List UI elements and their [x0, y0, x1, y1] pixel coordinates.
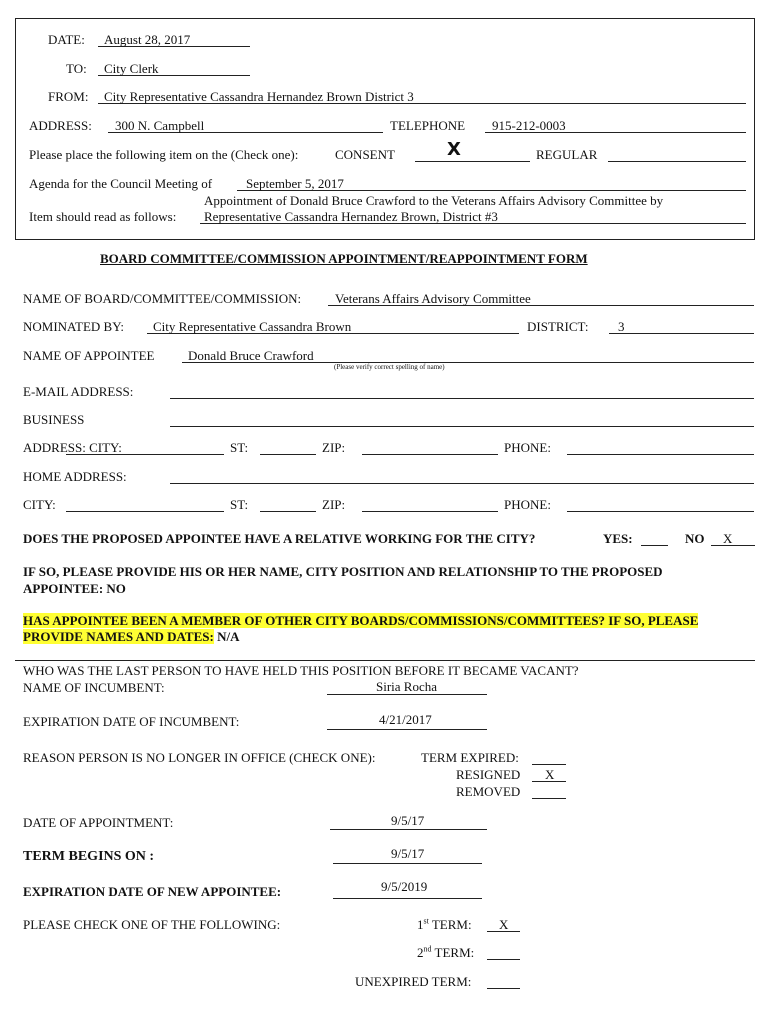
- business-zip-field[interactable]: [362, 454, 498, 455]
- business-city-field[interactable]: [66, 454, 224, 455]
- nominated-value: City Representative Cassandra Brown: [153, 319, 352, 334]
- consent-check-mark: X: [447, 139, 461, 160]
- first-term-label: 1st TERM:: [417, 916, 472, 932]
- district-field[interactable]: [609, 333, 754, 334]
- expiration-new-field[interactable]: [333, 898, 482, 899]
- second-term-field[interactable]: [487, 959, 520, 960]
- home-st-label: ST:: [230, 497, 249, 512]
- home-zip-label: ZIP:: [322, 497, 346, 512]
- expiration-new-label: EXPIRATION DATE OF NEW APPOINTEE:: [23, 884, 282, 899]
- expiration-incumbent-value: 4/21/2017: [379, 712, 432, 727]
- second-term-label: 2nd TERM:: [417, 944, 475, 960]
- telephone-value: 915-212-0003: [492, 118, 566, 133]
- removed-field[interactable]: [532, 798, 566, 799]
- business-zip-label: ZIP:: [322, 440, 346, 455]
- term-begins-value: 9/5/17: [391, 846, 425, 861]
- agenda-value: September 5, 2017: [246, 176, 344, 191]
- no-field[interactable]: [711, 545, 755, 546]
- expiration-incumbent-label: EXPIRATION DATE OF INCUMBENT:: [23, 714, 240, 729]
- home-zip-field[interactable]: [362, 511, 498, 512]
- no-label: NO: [685, 531, 705, 546]
- business-phone-field[interactable]: [567, 454, 754, 455]
- member-answer: N/A: [213, 629, 240, 644]
- date-appointment-field[interactable]: [330, 829, 487, 830]
- business-label: BUSINESS: [23, 412, 85, 427]
- relative-question: DOES THE PROPOSED APPOINTEE HAVE A RELATIVE WORKING FOR THE CITY?: [23, 531, 536, 546]
- date-label: DATE:: [48, 32, 85, 47]
- item-text-line-1: Appointment of Donald Bruce Crawford to the Veterans Affairs Advisory Committee by: [204, 193, 664, 208]
- incumbent-label: NAME OF INCUMBENT:: [23, 680, 165, 695]
- reason-label: REASON PERSON IS NO LONGER IN OFFICE (CHECK ONE):: [23, 750, 376, 765]
- expiration-incumbent-field[interactable]: [327, 729, 487, 730]
- consent-label: CONSENT: [335, 147, 395, 162]
- date-appointment-label: DATE OF APPOINTMENT:: [23, 815, 174, 830]
- yes-label: YES:: [603, 531, 633, 546]
- nominated-label: NOMINATED BY:: [23, 319, 124, 334]
- unexpired-term-field[interactable]: [487, 988, 520, 989]
- incumbent-value: Siria Rocha: [376, 679, 438, 694]
- place-item-label: Please place the following item on the (Check one):: [29, 147, 299, 162]
- home-city-field[interactable]: [66, 511, 224, 512]
- incumbent-field[interactable]: [327, 694, 487, 695]
- regular-field[interactable]: [608, 161, 746, 162]
- removed-label: REMOVED: [456, 784, 521, 799]
- ifso-line-1: IF SO, PLEASE PROVIDE HIS OR HER NAME, CITY POSITION AND RELATIONSHIP TO THE PROPOSED: [23, 564, 663, 579]
- district-label: DISTRICT:: [527, 319, 589, 334]
- yes-field[interactable]: [641, 545, 668, 546]
- address-label: ADDRESS:: [29, 118, 92, 133]
- term-expired-field[interactable]: [532, 764, 566, 765]
- email-field[interactable]: [170, 398, 754, 399]
- date-value: August 28, 2017: [104, 32, 191, 47]
- business-phone-label: PHONE:: [504, 440, 551, 455]
- email-label: E-MAIL ADDRESS:: [23, 384, 134, 399]
- to-value: City Clerk: [104, 61, 159, 76]
- district-value: 3: [618, 319, 625, 334]
- item-text-line-2: Representative Cassandra Hernandez Brown, District #3: [204, 209, 498, 224]
- resigned-check-mark: X: [545, 767, 555, 782]
- home-st-field[interactable]: [260, 511, 316, 512]
- home-address-label: HOME ADDRESS:: [23, 469, 127, 484]
- home-address-field[interactable]: [170, 483, 754, 484]
- expiration-new-value: 9/5/2019: [381, 879, 428, 894]
- home-city-label: CITY:: [23, 497, 56, 512]
- business-st-field[interactable]: [260, 454, 316, 455]
- section-divider: [15, 660, 755, 661]
- regular-label: REGULAR: [536, 147, 598, 162]
- from-label: FROM:: [48, 89, 89, 104]
- board-label: NAME OF BOARD/COMMITTEE/COMMISSION:: [23, 291, 302, 306]
- unexpired-term-label: UNEXPIRED TERM:: [355, 974, 472, 989]
- home-phone-field[interactable]: [567, 511, 754, 512]
- business-st-label: ST:: [230, 440, 249, 455]
- term-begins-field[interactable]: [333, 863, 482, 864]
- ifso-line-2: APPOINTEE: NO: [23, 581, 126, 596]
- member-question-line-2: PROVIDE NAMES AND DATES:: [23, 629, 214, 644]
- appointee-value: Donald Bruce Crawford: [188, 348, 314, 363]
- business-field[interactable]: [170, 426, 754, 427]
- resigned-label: RESIGNED: [456, 767, 521, 782]
- form-title: BOARD COMMITTEE/COMMISSION APPOINTMENT/REAPPOINTMENT FORM: [100, 251, 588, 266]
- check-one-label: PLEASE CHECK ONE OF THE FOLLOWING:: [23, 917, 281, 932]
- no-check-mark: X: [723, 531, 733, 546]
- spelling-note: (Please verify correct spelling of name): [334, 363, 445, 371]
- term-begins-label: TERM BEGINS ON :: [23, 849, 155, 864]
- to-label: TO:: [66, 61, 87, 76]
- business-city-label: ADDRESS: CITY:: [23, 440, 122, 455]
- term-expired-label: TERM EXPIRED:: [421, 750, 519, 765]
- address-value: 300 N. Campbell: [115, 118, 205, 133]
- last-person-question: WHO WAS THE LAST PERSON TO HAVE HELD THIS POSITION BEFORE IT BECAME VACANT?: [23, 663, 579, 678]
- home-phone-label: PHONE:: [504, 497, 551, 512]
- first-term-check-mark: X: [499, 917, 509, 932]
- agenda-label: Agenda for the Council Meeting of: [29, 176, 213, 191]
- board-value: Veterans Affairs Advisory Committee: [335, 291, 531, 306]
- date-appointment-value: 9/5/17: [391, 813, 425, 828]
- telephone-label: TELEPHONE: [390, 118, 466, 133]
- consent-field[interactable]: [415, 161, 530, 162]
- from-value: City Representative Cassandra Hernandez Brown District 3: [104, 89, 414, 104]
- appointee-label: NAME OF APPOINTEE: [23, 348, 155, 363]
- item-label: Item should read as follows:: [29, 209, 177, 224]
- member-question-line-1: HAS APPOINTEE BEEN A MEMBER OF OTHER CITY BOARDS/COMMISSIONS/COMMITTEES? IF SO, PLEASE: [23, 613, 699, 628]
